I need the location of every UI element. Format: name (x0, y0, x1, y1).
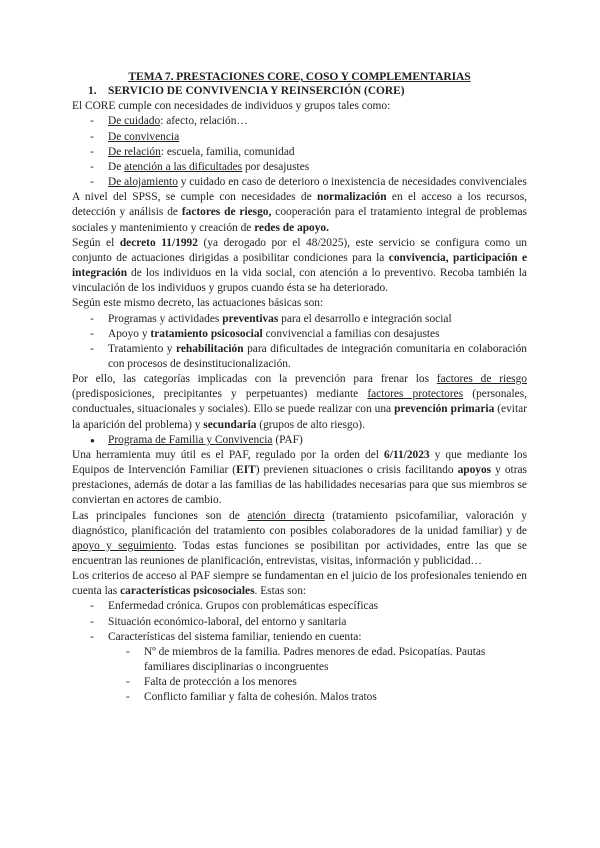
basicas-intro: Según este mismo decreto, las actuaciones básicas son: (72, 297, 324, 310)
list-item-text: Enfermedad crónica. Grupos con problemáticas específicas (108, 600, 379, 613)
dash-marker: - (90, 342, 94, 355)
dash-marker: - (90, 160, 94, 173)
dash-marker: - (90, 312, 94, 325)
bullet-marker: ● (90, 435, 95, 445)
list-item (72, 599, 527, 614)
need-detail: por desajustes (242, 160, 310, 173)
sub-list-item-text: Nº de miembros de la familia. Padres menores de edad. Psicopatías. Pautas familiares disciplinarias o incongruentes (144, 645, 486, 674)
need-term: De cuidado (108, 115, 161, 128)
needs-list (72, 114, 527, 190)
caracteristicas-list (72, 599, 527, 705)
section-heading (72, 84, 527, 99)
dash-marker: - (126, 691, 130, 704)
dash-marker: - (90, 145, 94, 158)
list-item-text: Situación económico-laboral, del entorno y sanitaria (108, 615, 347, 628)
need-term: atención a las dificultades (124, 160, 243, 173)
list-item-text: Características del sistema familiar, teniendo en cuenta: (108, 630, 362, 643)
list-item (72, 175, 527, 190)
list-item: - Tratamiento y rehabilitación para dificultades de integración comunitaria en colaboración con procesos de desinstitucionalización. (72, 342, 527, 372)
need-detail: : afecto, relación… (160, 115, 248, 128)
list-item (72, 160, 527, 175)
list-item (72, 615, 527, 630)
dash-marker: - (90, 600, 94, 613)
sub-list-item (72, 675, 527, 690)
programa-bullet (72, 433, 527, 448)
section-number: 1. (88, 85, 97, 98)
dash-marker: - (90, 327, 94, 340)
dash-marker: - (90, 630, 94, 643)
dash-marker: - (90, 115, 94, 128)
dash-marker: - (90, 615, 94, 628)
need-prefix: De (108, 160, 125, 173)
dash-marker: - (126, 645, 130, 658)
spss-paragraph: A nivel del SPSS, se cumple con necesidades de normalización en el acceso a los recursos, detección y análisis de factores de riesgo, cooperación para el tratamiento integral de problemas sociales y mantenimiento y creación de redes de apoyo. (72, 191, 527, 234)
dash-marker: - (126, 676, 130, 689)
programa-abbrev: (PAF) (272, 433, 303, 446)
document-title: TEMA 7. PRESTACIONES CORE, COSO Y COMPLEMENTARIAS (128, 70, 471, 83)
dash-marker: - (90, 130, 94, 143)
list-item (72, 130, 527, 145)
list-item (72, 114, 527, 129)
paf-paragraph: Una herramienta muy útil es el PAF, regulado por la orden del 6/11/2023 y que mediante los Equipos de Intervención Familiar (EIT) previenen situaciones o crisis facilitando apoyos y otras prestaciones, además de dotar a las familias de las habilidades necesarias para que sus miembros se conviertan en actores de cambio. (72, 448, 527, 507)
dash-marker: - (90, 176, 94, 189)
decreto-paragraph: Según el decreto 11/1992 (ya derogado por el 48/2025), este servicio se configura como un conjunto de actuaciones dirigidas a posibilitar condiciones para la convivencia, participación e integración de los individuos en la vida social, con atención a lo preventivo. Recoba también la vinculación de los individuos y grupos cuando ésta se ha deteriorado. (72, 236, 528, 295)
criterios-paragraph: Los criterios de acceso al PAF siempre se fundamentan en el juicio de los profesionales teniendo en cuenta las características psicosociales. Estas son: (72, 570, 527, 598)
need-term: De relación (108, 145, 161, 158)
list-item: - Apoyo y tratamiento psicosocial convivencial a familias con desajustes (72, 327, 527, 342)
section-title: SERVICIO DE CONVIVENCIA Y REINSERCIÓN (CORE) (108, 85, 405, 98)
list-item (72, 145, 527, 160)
sub-list-item-text: Conflicto familiar y falta de cohesión. Malos tratos (144, 691, 377, 704)
need-detail: y cuidado en caso de deterioro o inexistencia de necesidades convivenciales (177, 176, 527, 189)
sub-list-item (72, 645, 527, 675)
funciones-paragraph: Las principales funciones son de atención directa (tratamiento psicofamiliar, valoración y diagnóstico, planificación del tratamiento con posibles colaboradores de la unidad familiar) y de apoyo y seguimiento. Todas estas funciones se posibilitan por actividades, entre las que se encuentran las reuniones de planificación, entrevistas, visitas, información y publicidad… (72, 509, 528, 567)
intro-paragraph: El CORE cumple con necesidades de individuos y grupos tales como: (72, 100, 391, 113)
sub-list-item-text: Falta de protección a los menores (144, 676, 297, 689)
need-detail: : escuela, familia, comunidad (160, 145, 295, 158)
list-item (72, 630, 527, 645)
basicas-list (72, 312, 527, 373)
list-item: - Programas y actividades preventivas para el desarrollo e integración social (72, 312, 527, 327)
sub-list-item (72, 690, 527, 705)
programa-term: Programa de Familia y Convivencia (108, 433, 273, 446)
document-page (72, 69, 527, 706)
prevencion-paragraph: Por ello, las categorías implicadas con la prevención para frenar los factores de riesgo (predisposiciones, precipitantes y perpetuantes) mediante factores protectores (personales, conductuales, situacionales y sociales). Ello se puede realizar con una prevención primaria (evitar la aparición del problema) y secundaria (grupos de alto riesgo). (72, 373, 527, 431)
need-term: De convivencia (108, 130, 180, 143)
need-term: De alojamiento (108, 176, 178, 189)
